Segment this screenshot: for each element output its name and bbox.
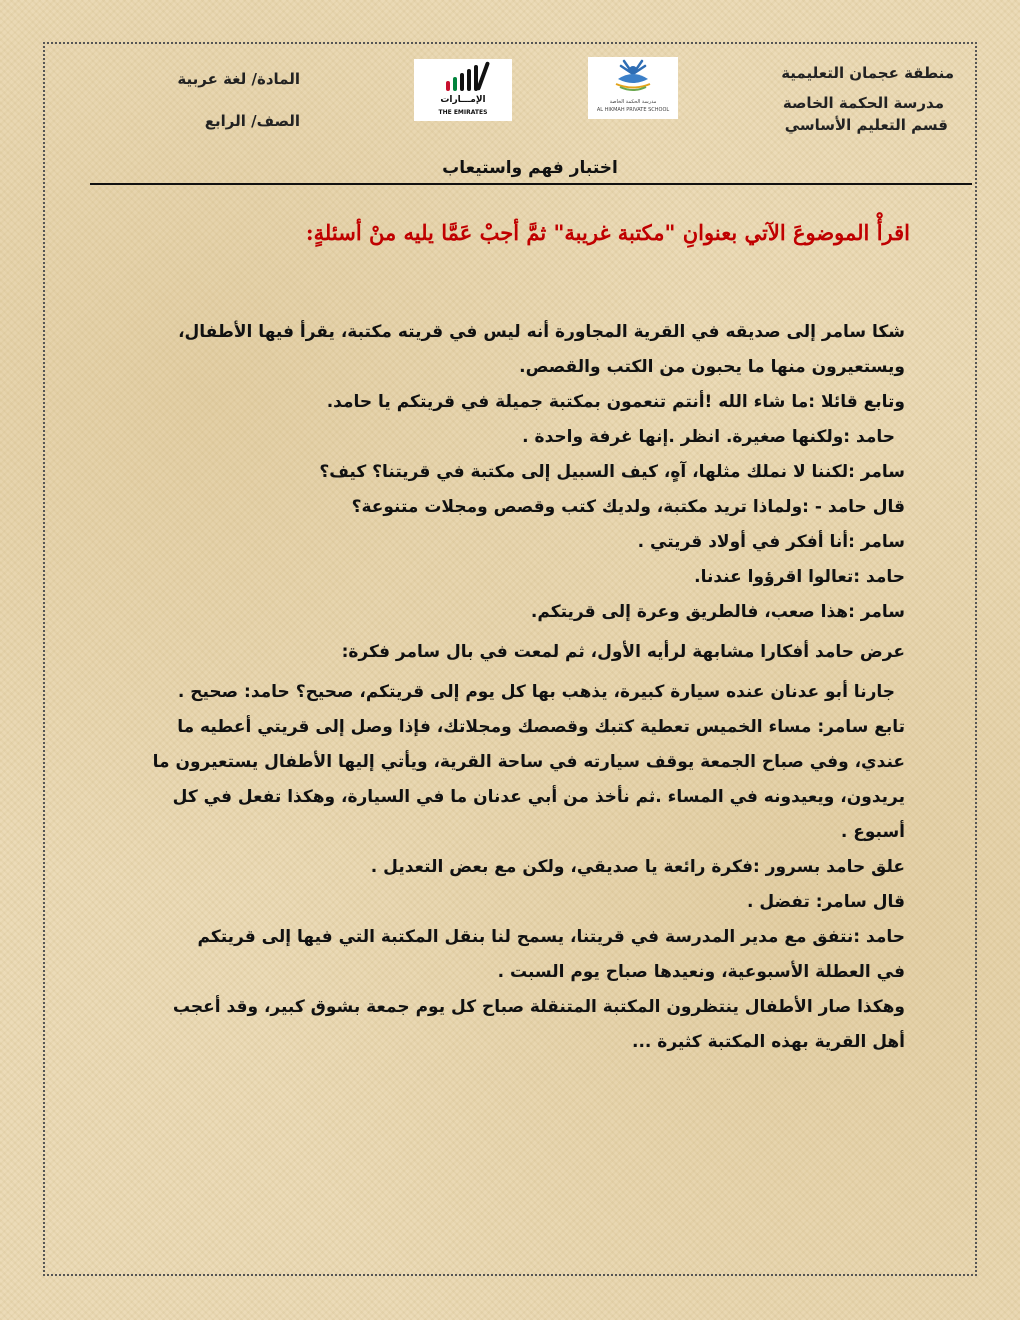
emirates-caption-ar: الإمـــارات — [440, 95, 486, 105]
story-paragraph: حامد :تعالوا اقرؤوا عندنا. — [694, 567, 905, 587]
title-divider — [90, 183, 972, 185]
test-title: اختبار فهم واستيعاب — [442, 158, 618, 178]
story-text — [135, 315, 905, 1060]
story-paragraph: قال حامد - :ولماذا تريد مكتبة، ولديك كتب وقصص ومجلات متنوعة؟ — [351, 497, 905, 517]
emirates-logo — [414, 59, 512, 121]
school-emblem-icon — [588, 57, 678, 97]
region-name: منطقة عجمان التعليمية — [781, 64, 954, 82]
story-paragraph: وتابع قائلا :ما شاء الله !أنتم تنعمون بمكتبة جميلة في قريتكم يا حامد. — [326, 392, 905, 412]
story-paragraph: وهكذا صار الأطفال ينتظرون المكتبة المتنقلة صباح كل يوم جمعة بشوق كبير، وقد أعجب أهل القرية بهذه المكتبة كثيرة ... — [172, 997, 905, 1052]
story-paragraph: حامد :ولكنها صغيرة. انظر .إنها غرفة واحدة . — [522, 427, 895, 447]
story-paragraph: عرض حامد أفكارا مشابهة لرأيه الأول، ثم لمعت في بال سامر فكرة: — [341, 642, 905, 662]
emirates-brand-icon — [414, 59, 512, 95]
school-header — [781, 58, 954, 132]
story-paragraph: علق حامد بسرور :فكرة رائعة يا صديقي، ولكن مع بعض التعديل . — [370, 857, 905, 877]
reading-instruction: اقرأْ الموضوعَ الآتي بعنوانِ "مكتبة غريبة" ثمَّ أجبْ عَمَّا يليه منْ أسئلةٍ: — [305, 220, 910, 245]
story-paragraph: في العطلة الأسبوعية، ونعيدها صباح يوم السبت . — [497, 962, 905, 982]
story-paragraph: سامر :لكننا لا نملك مثلها، آهٍ، كيف السبيل إلى مكتبة في قريتنا؟ كيف؟ — [319, 462, 905, 482]
story-paragraph: تابع سامر: مساء الخميس تعطية كتبك وقصصك ومجلاتك، فإذا وصل إلى قريتي أعطيه ما عندي، وفي صباح الجمعة يوقف سيارته في ساحة القرية، ويأتي إليها الأطفال يستعيرون ما يريدون، ويعيدونه في المساء .ثم نأخذ من أبي عدنان ما في السيارة، وهكذا تفعل في كل أسبوع . — [152, 717, 905, 842]
school-logo — [588, 57, 678, 119]
story-paragraph: شكا سامر إلى صديقه في القرية المجاورة أنه ليس في قريته مكتبة، يقرأ فيها الأطفال، ويستعيرون منها ما يحبون من الكتب والقصص. — [178, 322, 905, 377]
story-paragraph: حامد :نتفق مع مدير المدرسة في قريتنا، يسمح لنا بنقل المكتبة التي فيها إلى قريتكم — [197, 927, 905, 947]
school-logo-caption: مدرسة الحكمة الخاصة — [609, 99, 657, 105]
story-paragraph: سامر :أنا أفكر في أولاد قريتي . — [637, 532, 905, 552]
subject-label: المادة/ لغة عربية — [177, 70, 300, 88]
school-name: مدرسة الحكمة الخاصة — [782, 94, 944, 112]
story-paragraph: سامر :هذا صعب، فالطريق وعرة إلى قريتكم. — [530, 602, 905, 622]
department-name: قسم التعليم الأساسي — [784, 116, 948, 134]
school-logo-caption-en: AL HIKMAH PRIVATE SCHOOL — [596, 107, 670, 113]
grade-label: الصف/ الرابع — [204, 112, 300, 130]
subject-header — [160, 58, 300, 142]
emirates-caption-en: THE EMIRATES — [438, 109, 488, 116]
story-paragraph: جارنا أبو عدنان عنده سيارة كبيرة، يذهب بها كل يوم إلى قريتكم، صحيح؟ حامد: صحيح . — [177, 682, 895, 702]
story-paragraph: قال سامر: تفضل . — [746, 892, 905, 912]
